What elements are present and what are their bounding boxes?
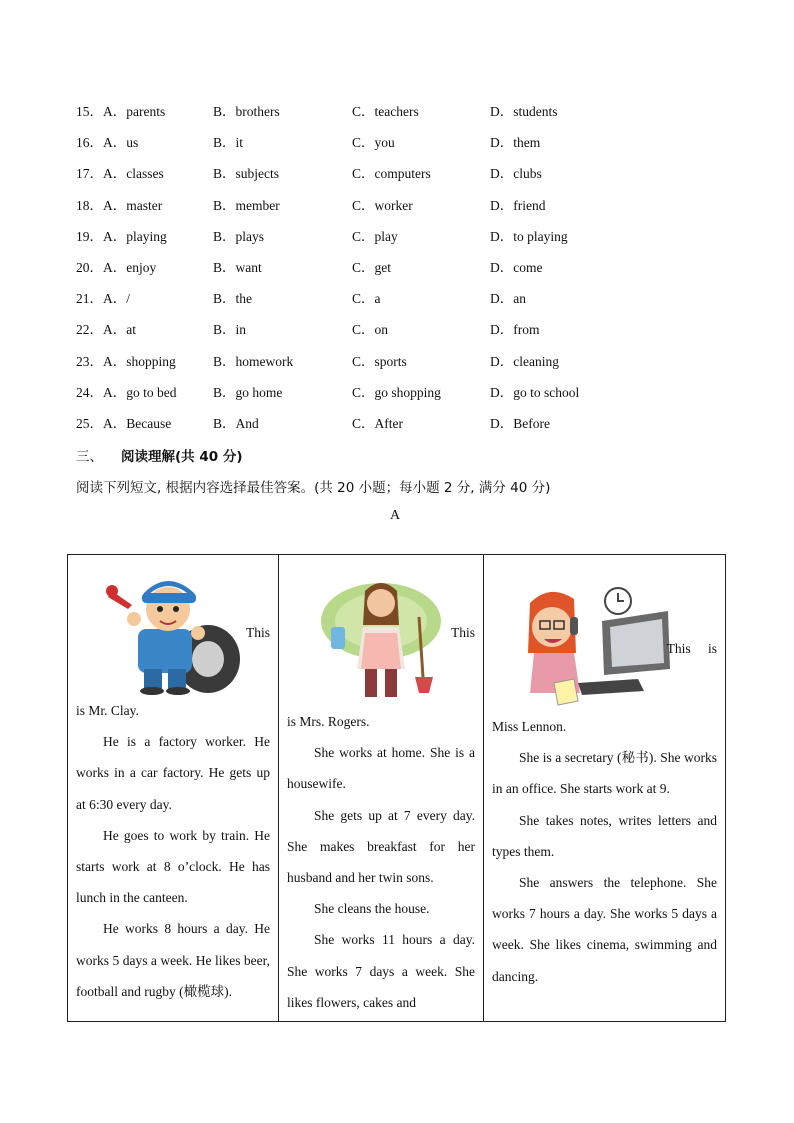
option-row-22: [76, 319, 716, 350]
option-c: C．you: [352, 135, 395, 151]
option-b: B．plays: [213, 228, 265, 244]
card-text: [287, 706, 475, 1018]
option-c: C．After: [352, 415, 403, 431]
option-a: 22．A．at: [76, 322, 136, 338]
option-a: 16．A．us: [76, 135, 139, 151]
card-paragraph: She works at home. She is a housewife.: [287, 745, 475, 792]
card-paragraph: She works 11 hours a day. She works 7 days a week. She likes flowers, cakes and: [287, 932, 475, 1010]
option-a: 24．A．go to bed: [76, 384, 177, 400]
option-b: B．And: [213, 415, 259, 431]
option-row-24: [76, 382, 716, 413]
card-this-word: This: [450, 625, 475, 640]
section-number: 三、: [76, 449, 103, 465]
option-c: C．get: [352, 259, 391, 275]
option-d: D．friend: [490, 197, 546, 213]
card-paragraph: He goes to work by train. He starts work at 8 o’clock. He has lunch in the canteen.: [76, 827, 270, 906]
card-paragraph: She gets up at 7 every day. She makes breakfast for her husband and her twin sons.: [287, 807, 475, 886]
option-b: B．subjects: [213, 166, 279, 182]
option-a: 21．A．/: [76, 291, 130, 307]
card-paragraph: He works 8 hours a day. He works 5 days a week. He likes beer, football and rugby (橄榄球).: [76, 921, 270, 999]
card-paragraph: She answers the telephone. She works 7 hours a day. She works 5 days a week. She likes cinema, swimming and dancing.: [492, 875, 717, 984]
option-a: 18．A．master: [76, 197, 163, 213]
card-this-word: This is: [666, 641, 717, 656]
option-b: B．in: [213, 322, 247, 338]
profile-cards-table: [67, 554, 726, 1022]
secretary-illustration: [518, 583, 678, 711]
option-a: 15．A．parents: [76, 104, 166, 119]
card-miss-lennon: [484, 555, 726, 1022]
option-d: D．cleaning: [490, 353, 559, 369]
mechanic-illustration: [102, 569, 242, 695]
option-row-21: [76, 288, 716, 319]
card-paragraph: He is a factory worker. He works in a car factory. He gets up at 6:30 every day.: [76, 734, 270, 812]
section-instruction: 阅读下列短文, 根据内容选择最佳答案。(共 20 小题；每小题 2 分, 满分 40 分): [76, 480, 551, 496]
option-d: D．students: [490, 104, 558, 119]
card-paragraph: She cleans the house.: [314, 901, 430, 917]
card-mr-clay: [68, 555, 279, 1022]
option-row-23: [76, 351, 716, 382]
option-b: B．homework: [213, 353, 294, 369]
option-a: 23．A．shopping: [76, 353, 176, 369]
card-paragraph: She is a secretary (秘书). She works in an office. She starts work at 9.: [492, 750, 717, 797]
option-d: D．to playing: [490, 228, 568, 244]
section-heading: [76, 445, 243, 465]
option-c: C．sports: [352, 353, 407, 369]
option-row-19: [76, 226, 716, 257]
option-b: B．brothers: [213, 104, 280, 119]
card-paragraph: She takes notes, writes letters and types them.: [492, 812, 717, 859]
option-d: D．clubs: [490, 166, 542, 182]
option-c: C．computers: [352, 166, 431, 182]
option-a: 19．A．playing: [76, 228, 167, 244]
passage-label: A: [390, 508, 401, 523]
card-mrs-rogers: [279, 555, 484, 1022]
option-a: 20．A．enjoy: [76, 259, 157, 275]
option-c: C．go shopping: [352, 384, 441, 400]
option-a: 17．A．classes: [76, 166, 164, 182]
option-row-25: [76, 413, 716, 444]
option-a: 25．A．Because: [76, 415, 172, 431]
option-row-15: [76, 101, 716, 132]
option-d: D．come: [490, 259, 543, 275]
option-row-20: [76, 257, 716, 288]
card-first-line: is Mr. Clay.: [76, 703, 139, 718]
option-d: D．Before: [490, 415, 550, 431]
option-b: B．member: [213, 197, 280, 213]
option-b: B．want: [213, 259, 262, 275]
option-d: D．go to school: [490, 384, 580, 400]
option-d: D．from: [490, 322, 540, 338]
option-c: C．a: [352, 291, 381, 307]
option-c: C．worker: [352, 197, 413, 213]
option-row-17: [76, 163, 716, 194]
section-title: 阅读理解(共 40 分): [121, 449, 243, 465]
options-list: [76, 101, 716, 444]
option-d: D．them: [490, 135, 541, 151]
option-c: C．teachers: [352, 104, 419, 119]
option-b: B．the: [213, 291, 252, 307]
card-text: [76, 695, 270, 1007]
option-row-16: [76, 132, 716, 163]
card-first-line: Miss Lennon.: [492, 719, 567, 734]
option-row-18: [76, 195, 716, 226]
card-this-word: This: [245, 625, 270, 640]
card-text: [492, 711, 717, 992]
option-c: C．play: [352, 228, 398, 244]
option-c: C．on: [352, 322, 389, 338]
option-b: B．it: [213, 135, 244, 151]
option-b: B．go home: [213, 384, 283, 400]
option-d: D．an: [490, 291, 526, 307]
card-first-line: is Mrs. Rogers.: [287, 714, 370, 729]
housewife-illustration: [319, 577, 443, 699]
